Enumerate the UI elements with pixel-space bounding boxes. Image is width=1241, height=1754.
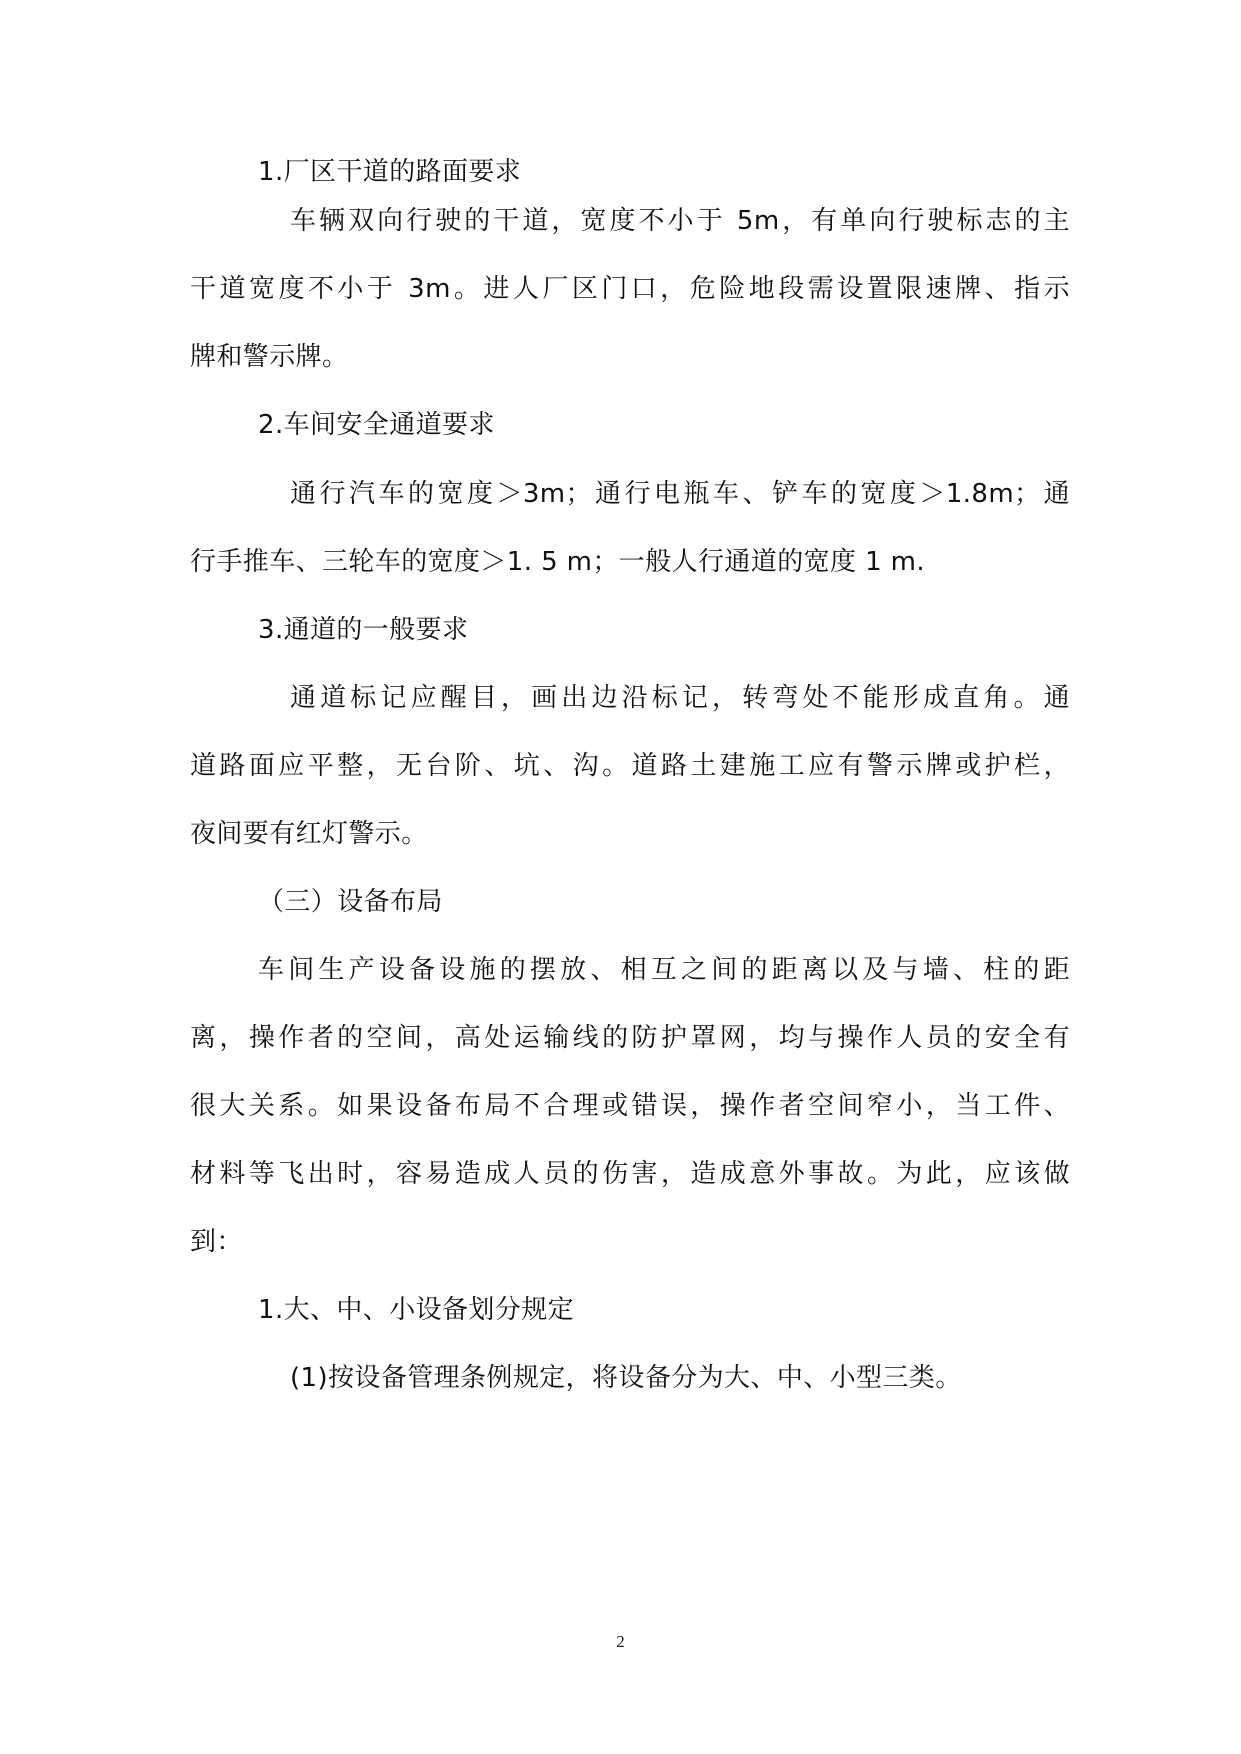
paragraph-line: 干道宽度不小于 3m。进人厂区门口，危险地段需设置限速牌、指示 bbox=[190, 274, 1070, 304]
heading-workshop-passage: 2.车间安全通道要求 bbox=[258, 410, 495, 440]
paragraph-line: 通道标记应醒目，画出边沿标记，转弯处不能形成直角。通 bbox=[290, 683, 1070, 713]
paragraph-line: 夜间要有红灯警示。 bbox=[190, 819, 428, 849]
section-heading-equipment-layout: （三）设备布局 bbox=[258, 887, 443, 917]
paragraph-line: 车间生产设备设施的摆放、相互之间的距离以及与墙、柱的距 bbox=[258, 955, 1070, 985]
heading-equipment-classification: 1.大、中、小设备划分规定 bbox=[258, 1295, 575, 1325]
paragraph-line: 通行汽车的宽度＞3m；通行电瓶车、铲车的宽度＞1.8m；通 bbox=[290, 479, 1070, 509]
paragraph-line: 牌和警示牌。 bbox=[190, 342, 349, 372]
paragraph-line: 离，操作者的空间，高处运输线的防护罩网，均与操作人员的安全有 bbox=[190, 1023, 1070, 1053]
paragraph-line: 道路面应平整，无台阶、坑、沟。道路土建施工应有警示牌或护栏， bbox=[190, 751, 1070, 781]
list-item: (1)按设备管理条例规定，将设备分为大、中、小型三类。 bbox=[290, 1363, 962, 1393]
heading-main-road-surface: 1.厂区干道的路面要求 bbox=[258, 157, 522, 187]
paragraph-line: 材料等飞出时，容易造成人员的伤害，造成意外事故。为此，应该做 bbox=[190, 1159, 1070, 1189]
paragraph-line: 行手推车、三轮车的宽度＞1. 5 m；一般人行通道的宽度 1 m. bbox=[190, 547, 926, 577]
heading-passage-general: 3.通道的一般要求 bbox=[258, 615, 469, 645]
paragraph-line: 到： bbox=[190, 1227, 243, 1257]
page-number: 2 bbox=[616, 1632, 625, 1651]
paragraph-line: 很大关系。如果设备布局不合理或错误，操作者空间窄小，当工件、 bbox=[190, 1091, 1070, 1121]
paragraph-line: 车辆双向行驶的干道，宽度不小于 5m，有单向行驶标志的主 bbox=[290, 206, 1070, 236]
